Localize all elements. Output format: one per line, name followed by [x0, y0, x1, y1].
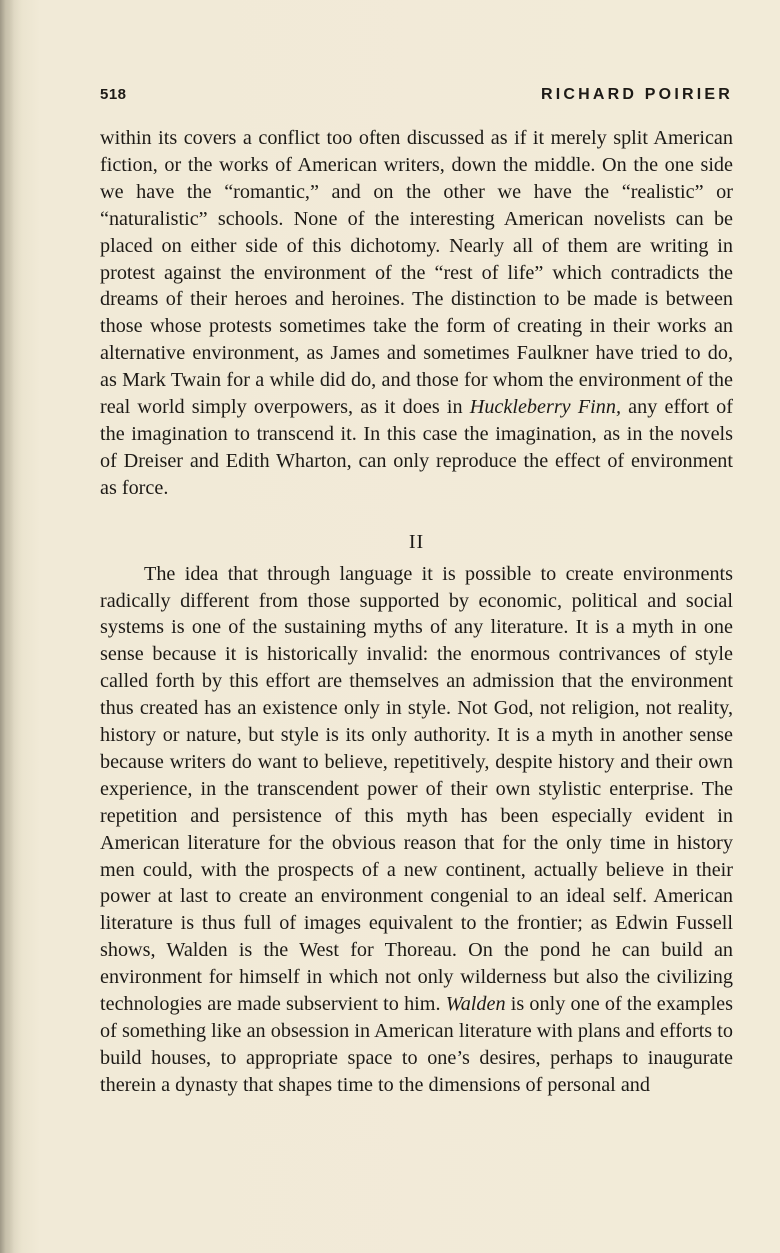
- paragraph-2-text-a: The idea that through language it is possible to create environments radically different from those supported by economic, political and social systems is one of the sustaining myths of any literature. It is a myth in one sense because it is historically invalid: the enormous contrivances of style called forth by this effort are themselves an admission that the environment thus created has an existence only in style. Not God, not religion, not reality, history or nature, but style is its only authority. It is a myth in another sense because writers do want to believe, repetitively, despite history and their own experience, in the transcendent power of their own stylistic enterprise. The repetition and persistence of this myth has been especially evident in American literature for the obvious reason that for the only time in history men could, with the prospects of a new continent, actually believe in their power at last to create an environment congenial to an ideal self. American literature is thus full of images equivalent to the frontier; as Edwin Fussell shows, Walden is the West for Thoreau. On the pond he can build an environment for himself in which not only wilderness but also the civilizing technologies are made subservient to him.: [100, 562, 733, 1016]
- paragraph-1: [100, 125, 733, 502]
- paragraph-1-text-a: within its covers a conflict too often discussed as if it merely split American fiction, or the works of American writers, down the middle. On the one side we have the “romantic,” and on the other we have the “realistic” or “naturalistic” schools. None of the interesting American novelists can be placed on either side of this dichotomy. Nearly all of them are writing in protest against the environment of the “rest of life” which contradicts the dreams of their heroes and heroines. The distinction to be made is between those whose protests sometimes take the form of creating in their works an alternative environment, as James and sometimes Faulkner have tried to do, as Mark Twain for a while did do, and those for whom the environment of the real world simply overpowers, as it does in: [100, 127, 733, 419]
- paragraph-2-text-b: is only one of the examples of something like an obsession in American literature with plans and efforts to build houses, to appropriate space to one’s desires, perhaps to inaugurate therein a dynasty that shapes time to the dimensions of personal and: [100, 993, 733, 1096]
- paragraph-2: [100, 561, 733, 1099]
- page-number: 518: [100, 86, 127, 103]
- paragraph-1-italic-title: Huckleberry Finn,: [469, 396, 621, 419]
- running-head: [100, 86, 733, 108]
- paragraph-1-text-b: any effort of the imagination to transcend it. In this case the imagination, as in the novels of Dreiser and Edith Wharton, can only reproduce the effect of environment as force.: [100, 396, 733, 499]
- spine-shadow: [0, 0, 14, 1253]
- body-text: [100, 125, 733, 1099]
- running-head-author: RICHARD POIRIER: [540, 86, 733, 103]
- section-heading: II: [408, 530, 425, 553]
- paragraph-2-italic-title: Walden: [445, 993, 506, 1016]
